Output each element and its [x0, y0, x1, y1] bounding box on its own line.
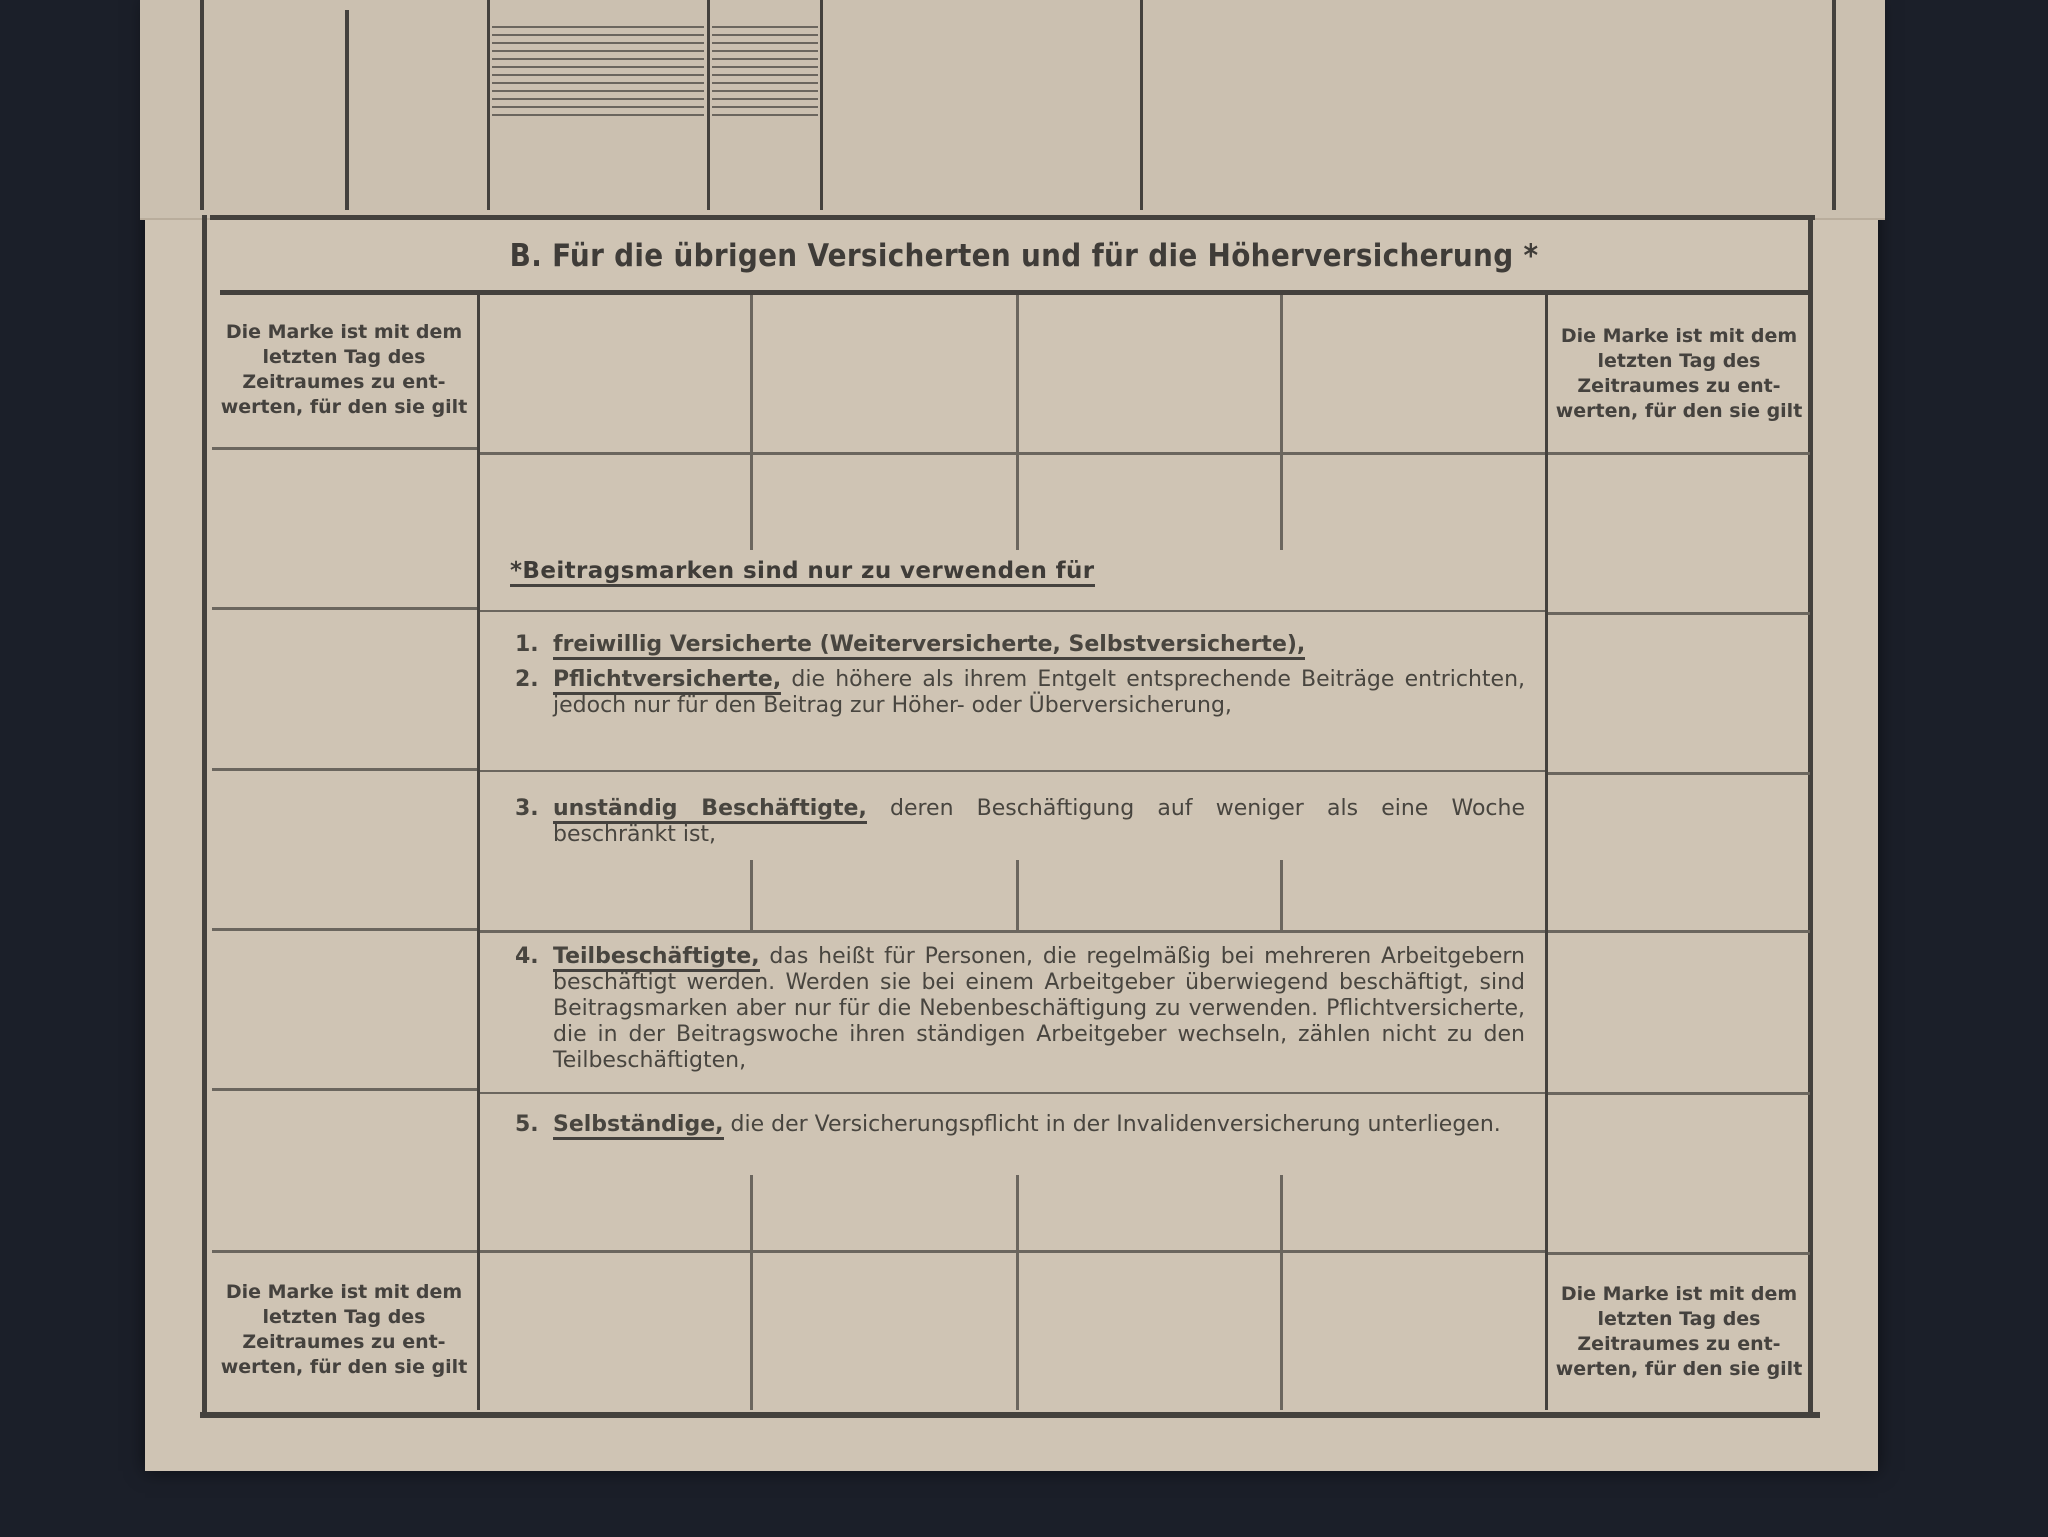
- footnote-item-4: 4. Teilbeschäftigte, das heißt für Personen, die regelmäßig bei mehreren Arbeitgebern beschäftigt werden. Werden sie bei einem Arbeitgeber überwiegend beschäftigt, sind Beitragsmarken aber nur für die Nebenbeschäftigung zu verwenden. Pflichtversicherte, die in der Beitragswoche ihren ständigen Arbeitgeber wechseln, zählen nicht zu den Teilbeschäftigten,: [515, 944, 1525, 1073]
- upper-card-flap: [140, 0, 1885, 220]
- footnote-item-1: 1. freiwillig Versicherte (Weiterversicherte, Selbstversicherte),: [515, 632, 1525, 658]
- stamp-note-top-right: Die Marke ist mit dem letzten Tag des Zeitraumes zu ent-werten, für den sie gilt: [1555, 325, 1803, 422]
- hatched-block: [492, 20, 704, 120]
- footnote-item-2: 2. Pflichtversicherte, die höhere als ihrem Entgelt entsprechende Beiträge entrichten, jedoch nur für den Beitrag zur Höher- oder Überversicherung,: [515, 667, 1526, 718]
- stamp-note-bottom-right: Die Marke ist mit dem letzten Tag des Zeitraumes zu ent-werten, für den sie gilt: [1555, 1283, 1803, 1380]
- footnote-item-3: 3. unständig Beschäftigte, deren Beschäftigung auf weniger als eine Woche beschränkt ist,: [515, 796, 1525, 847]
- footnote-intro: *Beitragsmarken sind nur zu verwenden für: [510, 558, 1095, 585]
- footnote-item-5: 5. Selbständige, die der Versicherungspflicht in der Invalidenversicherung unterliegen.: [515, 1112, 1525, 1138]
- section-title: B. Für die übrigen Versicherten und für die Höherversicherung *: [509, 238, 1539, 274]
- stamp-note-top-left: Die Marke ist mit dem letzten Tag des Zeitraumes zu ent-werten, für den sie gilt: [220, 321, 468, 418]
- hatched-block: [712, 20, 818, 120]
- stamp-note-bottom-left: Die Marke ist mit dem letzten Tag des Zeitraumes zu ent-werten, für den sie gilt: [220, 1281, 468, 1378]
